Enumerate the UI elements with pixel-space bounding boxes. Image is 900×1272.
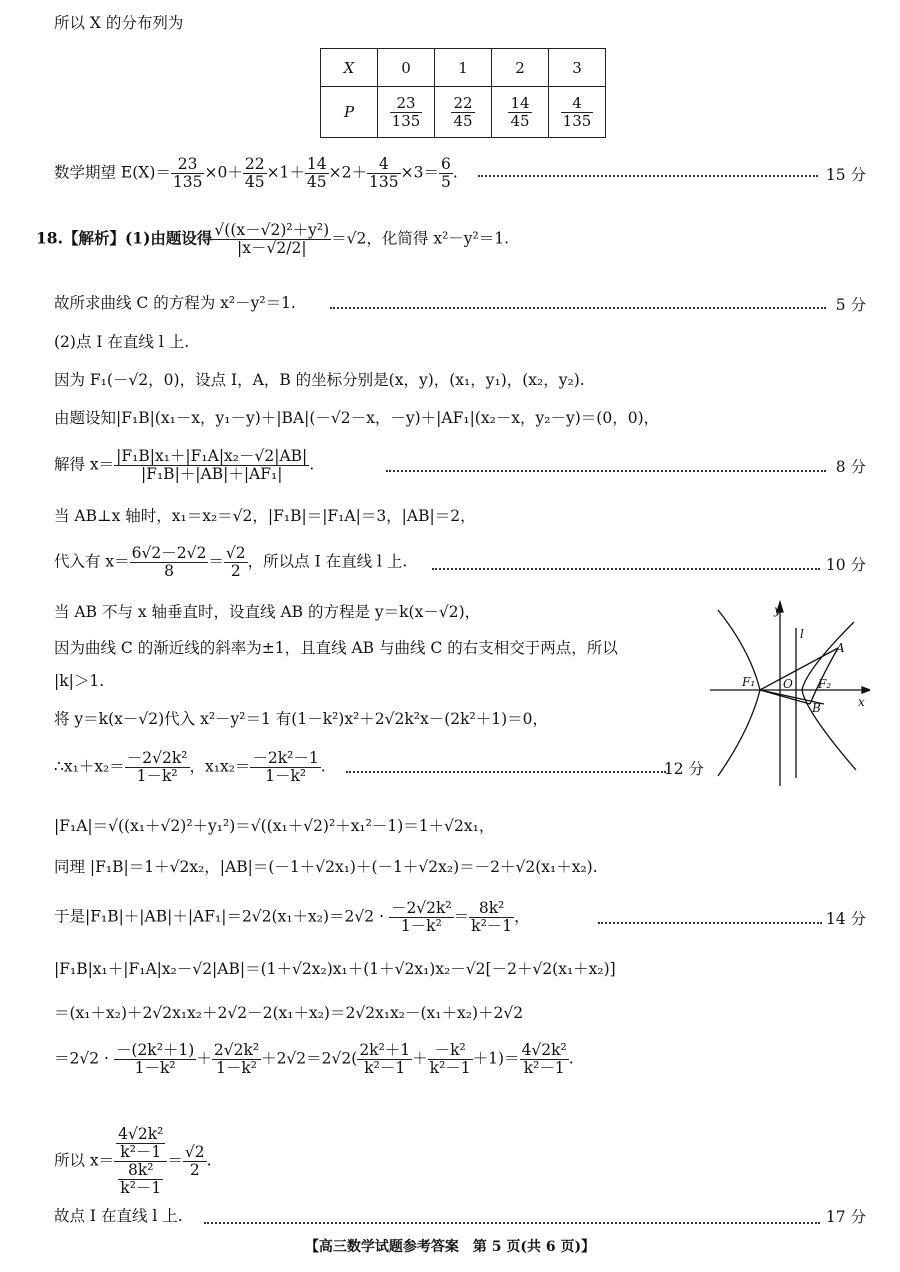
table-cell: $\frac{23}{135}$ xyxy=(378,87,435,138)
vertical-case-line: 当 AB⊥x 轴时，x₁＝x₂＝√2，|F₁B|＝|F₁A|＝3，|AB|＝2， xyxy=(54,507,476,525)
leader-dots xyxy=(432,568,820,570)
f2-label: F₂ xyxy=(818,677,832,691)
intro-text: 所以 X 的分布列为 xyxy=(54,14,184,32)
leader-dots xyxy=(386,470,826,472)
table-cell: $\frac{22}{45}$ xyxy=(435,87,492,138)
table-cell: 1 xyxy=(435,49,492,87)
nonvertical-case-line: 当 AB 不与 x 轴垂直时，设直线 AB 的方程是 y＝k(x－√2)， xyxy=(54,603,481,621)
asymptote-line: 因为曲线 C 的渐近线的斜率为±1，且直线 AB 与曲线 C 的右支相交于两点，所以 xyxy=(54,639,618,657)
table-cell: X xyxy=(321,49,378,87)
right-branch xyxy=(802,622,856,770)
score-12: 12 分 xyxy=(663,760,704,778)
score-5: 5 分 xyxy=(835,296,866,314)
f1b-line: 同理 |F₁B|＝1＋√2x₂，|AB|＝(－1＋√2x₁)＋(－1＋√2x₂)＝－2＋√2(x₁＋x₂). xyxy=(54,858,598,876)
leader-dots xyxy=(346,771,666,773)
table-cell: P xyxy=(321,87,378,138)
k-condition-line: |k|＞1. xyxy=(54,672,105,690)
segment-ab xyxy=(810,648,838,704)
page-footer: 【高三数学试题参考答案 第 5 页(共 6 页)】 xyxy=(304,1239,596,1255)
part2-claim: (2)点 I 在直线 l 上. xyxy=(54,333,190,351)
score-8: 8 分 xyxy=(835,458,866,476)
numerator-line: |F₁B|x₁＋|F₁A|x₂－√2|AB|＝(1＋√2x₂)x₁＋(1＋√2x₁)x₂－√2[－2＋√2(x₁＋x₂)] xyxy=(54,960,616,978)
hyperbola-figure xyxy=(710,600,870,786)
b-label: B xyxy=(812,701,821,715)
score-17: 17 分 xyxy=(825,1208,866,1226)
vector-eq-line: 由题设知|F₁B|(x₁－x，y₁－y)＋|BA|(－√2－x，－y)＋|AF₁|(x₂－x，y₂－y)＝(0，0)， xyxy=(54,409,660,427)
leader-dots xyxy=(478,175,818,177)
vieta-line: ∴x₁＋x₂＝ $\frac{\text{－2√2k²}}{\text{1－k²}}$ ，x₁x₂＝ $\frac{\text{－2k²－1}}{\text{1－k²}}$ . xyxy=(54,749,326,785)
coords-line: 因为 F₁(－√2，0)，设点 I，A，B 的坐标分别是(x，y)，(x₁，y₁)，(x₂，y₂). xyxy=(54,371,585,389)
score-15: 15 分 xyxy=(825,166,866,184)
simplify2-line: ＝2√2 · $\frac{\text{－(2k²＋1)}}{\text{1－k²}}$ ＋ $\frac{\text{2√2k²}}{\text{1－k²}}$ ＋2√2＝2√2( $\frac{\text{2k²＋1}}{\text{k²－1}}$ ＋ $\frac{\text{－k²}}{\text{k²－1}}$ ＋1)＝ $\frac{\text{4√2k²}}{\text{k²－1}}$ . xyxy=(54,1041,574,1077)
leader-dots xyxy=(598,922,822,924)
y-label: y xyxy=(774,603,781,617)
origin-label: O xyxy=(783,677,793,691)
expectation-line: 数学期望 E(X)＝ $\frac{23}{135}$ ×0＋ $\frac{22}{45}$ ×1＋ $\frac{14}{45}$ ×2＋ $\frac{4}{135}$ ×3＝ $\frac{6}{5}$ . xyxy=(54,155,458,191)
leader-dots xyxy=(204,1222,820,1224)
table-cell: 0 xyxy=(378,49,435,87)
score-14: 14 分 xyxy=(825,910,866,928)
f1a-line: |F₁A|＝√((x₁＋√2)²＋y₁²)＝√((x₁＋√2)²＋x₁²－1)＝1＋√2x₁， xyxy=(54,817,495,835)
table-cell: 2 xyxy=(492,49,549,87)
leader-dots xyxy=(330,307,826,309)
score-10: 10 分 xyxy=(825,556,866,574)
substitute-line: 代入有 x＝ $\frac{6√2-2√2}{8}$ ＝ $\frac{√2}{2}$ ，所以点 I 在直线 l 上. xyxy=(54,544,408,580)
f1-label: F₁ xyxy=(742,675,756,689)
table-row xyxy=(321,49,606,87)
conclusion-line: 故点 I 在直线 l 上. xyxy=(54,1207,183,1225)
simplify-line: ＝(x₁＋x₂)＋2√2x₁x₂＋2√2－2(x₁＋x₂)＝2√2x₁x₂－(x₁＋x₂)＋2√2 xyxy=(54,1004,524,1022)
left-branch xyxy=(718,610,760,776)
q18-intro: 18.【解析】(1)由题设得 $\frac{\text{√((x－√2)²＋y²)}}{|x-√2/2|}$ ＝√2，化简得 x²－y²＝1. xyxy=(36,221,510,257)
table-cell: $\frac{4}{135}$ xyxy=(549,87,606,138)
l-label: l xyxy=(800,627,804,641)
a-label: A xyxy=(836,641,845,655)
table-cell: $\frac{14}{45}$ xyxy=(492,87,549,138)
sum-line: 于是|F₁B|＋|AB|＋|AF₁|＝2√2(x₁＋x₂)＝2√2 · $\frac{\text{－2√2k²}}{\text{1－k²}}$ ＝ $\frac{\text{8k²}}{\text{k²－1}}$ ， xyxy=(54,899,530,935)
x-axis-arrow xyxy=(862,687,870,693)
quadratic-line: 将 y＝k(x－√2)代入 x²－y²＝1 有(1－k²)x²＋2√2k²x－(2k²＋1)＝0， xyxy=(54,710,549,728)
x-label: x xyxy=(858,695,865,709)
table-cell: 3 xyxy=(549,49,606,87)
final-x-line: 所以 x＝ $\frac{\frac{\text{4√2k²}}{\text{k²－1}}}{\frac{\text{8k²}}{\text{k²－1}}}$ ＝ $\frac{√2}{2}$ . xyxy=(54,1125,212,1197)
table-row xyxy=(321,87,606,138)
solve-x-line: 解得 x＝ $\frac{\text{|F₁B|x₁＋|F₁A|x₂－√2|AB|}}{\text{|F₁B|＋|AB|＋|AF₁|}}$ . xyxy=(54,447,315,483)
equation-result: 故所求曲线 C 的方程为 x²－y²＝1. xyxy=(54,294,296,312)
distribution-table xyxy=(320,48,606,138)
